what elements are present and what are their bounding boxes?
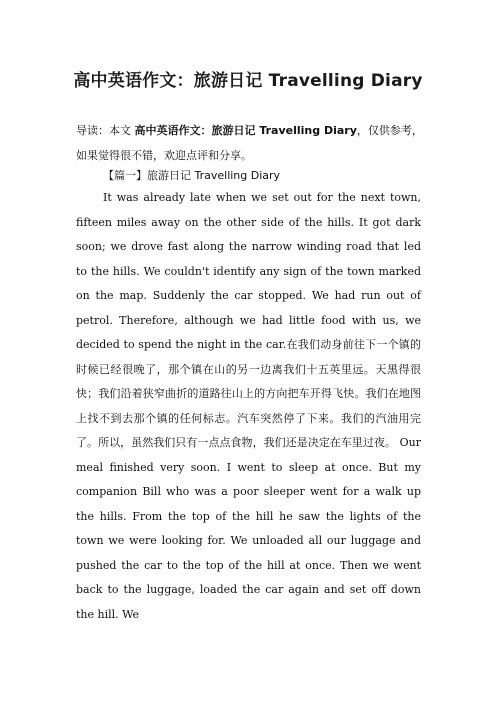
guide-title: 高中英语作文：旅游日记 Travelling Diary [134,124,357,137]
guide-suffix: ，仅供参考，如果觉得很不错，欢迎点评和分享。 [76,124,423,162]
guide-paragraph [76,118,426,168]
section-heading: 【篇一】旅游日记 Travelling Diary [103,169,281,182]
guide-prefix: 导读：本文 [76,124,135,137]
body-chinese-translation: 在我们动身前往下一个镇的时候已经很晚了，那个镇在山的另一边离我们十五英里远。天黑得很快；我们沿着狭窄曲折的道路往山上的方向把车开得飞快。我们在地图上找不到去那个镇的任何标志。汽车突然停了下来。我们的汽油用完了。所以，虽然我们只有一点点食物，我们还是决定在车里过夜。 [76,338,421,449]
body-paragraph [76,186,421,627]
body-english-part2: Our meal finished very soon. I went to sleep at once. But my companion Bill who was a poor sleeper went for a walk up the hills. From the top of the hill he saw the lights of the town we were looking for. We unloaded all our luggage and pushed the car to the top of the hill at once. Then we went back to the luggage, loaded the car again and set off down the hill. We [76,436,422,621]
body-english-part1: It was already late when we set out for the next town, fifteen miles away on the other side of the hills. It got dark soon; we drove fast along the narrow winding road that led to the hills. We couldn't identify any sign of the town marked on the map. Suddenly the car stopped. We had run out of petrol. Therefore, although we had little food with us, we decided to spend the night in the car. [76,191,421,351]
document-title: 高中英语作文：旅游日记 Travelling Diary [73,71,423,91]
